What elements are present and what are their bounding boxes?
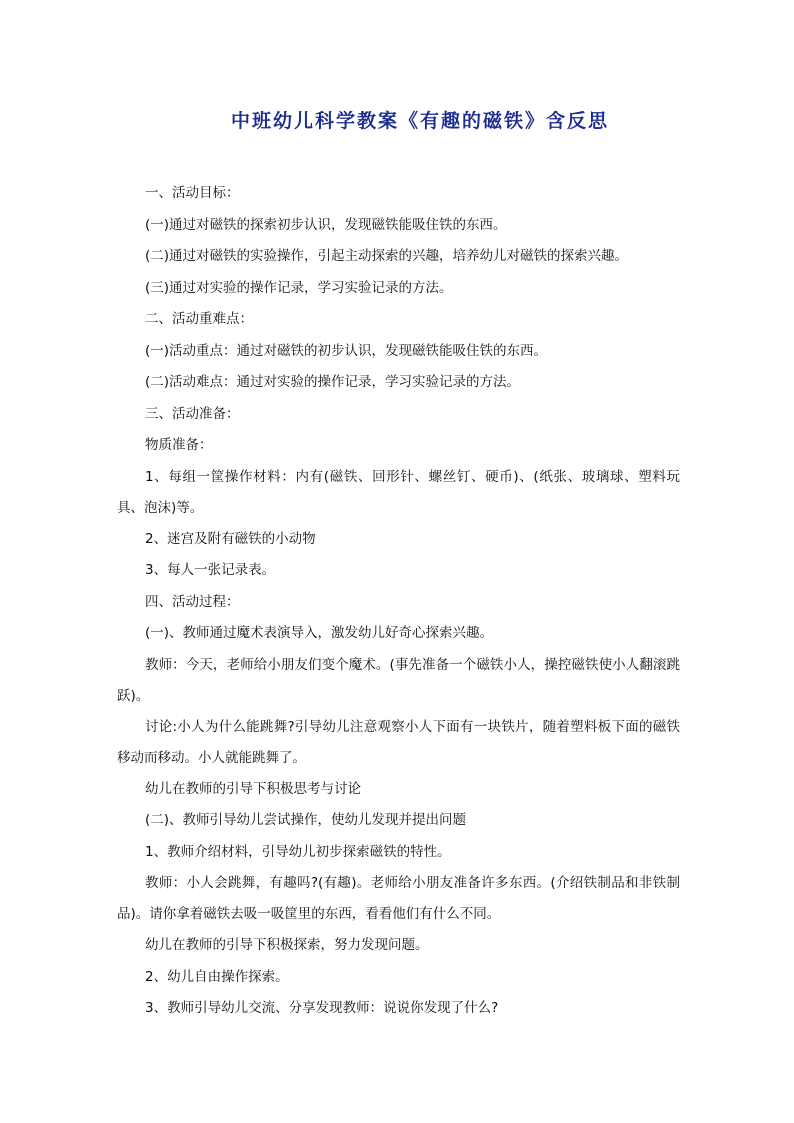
teacher-dialogue-2: 教师：小人会跳舞，有趣吗?(有趣)。老师给小朋友准备许多东西。(介绍铁制品和非铁制品)。请你拿着磁铁去吸一吸筐里的东西，看看他们有什么不同。 <box>117 875 680 922</box>
process-substep-1: 1、教师介绍材料，引导幼儿初步探索磁铁的特性。 <box>145 843 451 860</box>
preparation-item-2: 2、迷宫及附有磁铁的小动物 <box>145 530 316 547</box>
document-title: 中班幼儿科学教案《有趣的磁铁》含反思 <box>230 110 609 132</box>
key-point-focus: (一)活动重点：通过对磁铁的初步认识，发现磁铁能吸住铁的东西。 <box>145 342 548 359</box>
section-heading-key-points: 二、活动重难点： <box>145 311 253 327</box>
discussion-paragraph: 讨论:小人为什么能跳舞?引导幼儿注意观察小人下面有一块铁片，随着塑料板下面的磁铁移动而移动。小人就能跳舞了。 <box>117 718 680 766</box>
process-step-1: (一)、教师通过魔术表演导入，激发幼儿好奇心探索兴趣。 <box>145 625 494 641</box>
preparation-item-1: 1、每组一筐操作材料：内有(磁铁、回形针、螺丝钉、硬币)、(纸张、玻璃球、塑料玩具、泡沫)等。 <box>117 468 680 516</box>
document-body <box>117 178 680 1025</box>
preparation-item-3: 3、每人一张记录表。 <box>145 562 276 578</box>
section-heading-preparation: 三、活动准备： <box>145 405 240 422</box>
process-substep-3: 3、教师引导幼儿交流、分享发现教师：说说你发现了什么? <box>145 1000 499 1016</box>
children-exploring-paragraph: 幼儿在教师的引导下积极探索，努力发现问题。 <box>145 937 429 953</box>
teacher-dialogue-1: 教师：今天，老师给小朋友们变个魔术。(事先准备一个磁铁小人，操控磁铁使小人翻滚跳跃)。 <box>117 656 680 704</box>
goal-item-1: (一)通过对磁铁的探索初步认识，发现磁铁能吸住铁的东西。 <box>145 216 507 233</box>
process-step-2: (二)、教师引导幼儿尝试操作，使幼儿发现并提出问题 <box>145 812 467 828</box>
key-point-difficulty: (二)活动难点：通过对实验的操作记录，学习实验记录的方法。 <box>145 374 521 390</box>
process-substep-2: 2、幼儿自由操作探索。 <box>145 968 289 985</box>
material-preparation-label: 物质准备： <box>145 437 213 453</box>
section-heading-goals: 一、活动目标： <box>145 185 240 201</box>
goal-item-3: (三)通过对实验的操作记录，学习实验记录的方法。 <box>145 279 453 296</box>
goal-item-2: (二)通过对磁铁的实验操作，引起主动探索的兴趣，培养幼儿对磁铁的探索兴趣。 <box>145 248 629 264</box>
children-thinking-paragraph: 幼儿在教师的引导下积极思考与讨论 <box>145 780 361 797</box>
section-heading-process: 四、活动过程： <box>145 593 240 610</box>
